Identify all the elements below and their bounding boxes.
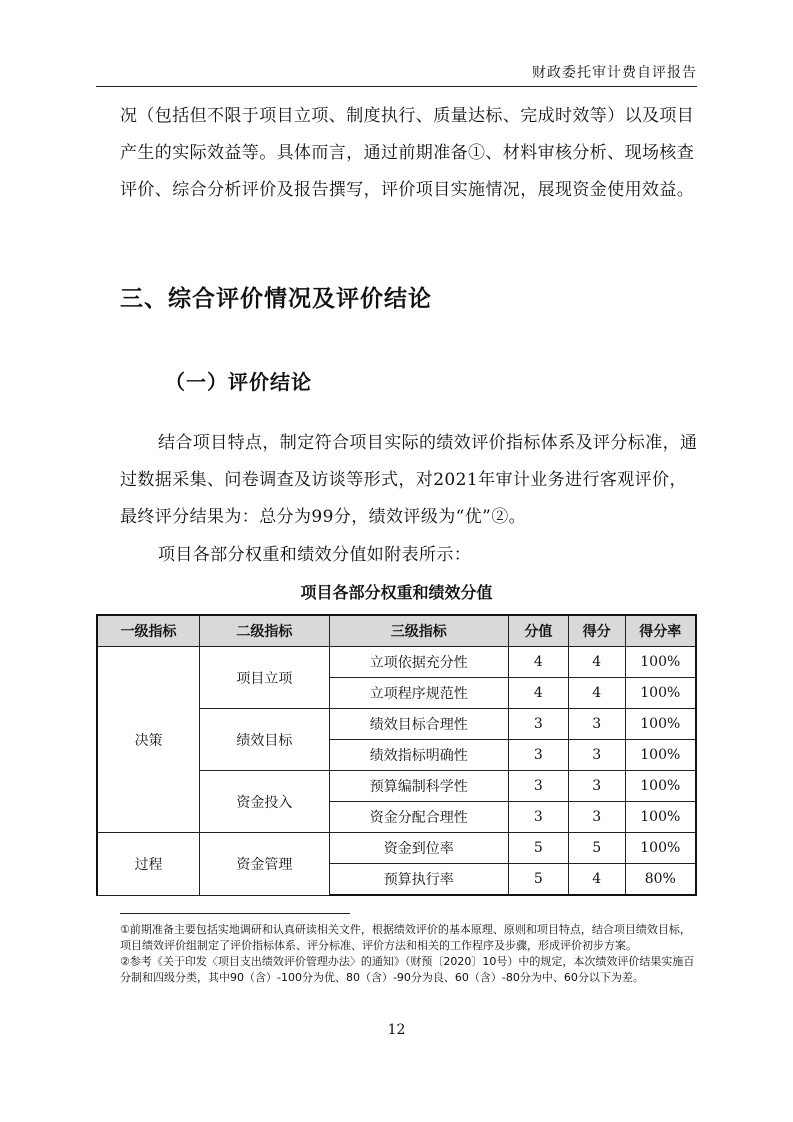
footnote-rule <box>120 913 350 914</box>
column-header: 分值 <box>508 615 568 647</box>
value-cell: 3 <box>508 709 568 740</box>
rate-cell: 100% <box>625 647 696 678</box>
page-number: 12 <box>387 1022 406 1038</box>
value-cell: 3 <box>508 771 568 802</box>
level2-cell: 绩效目标 <box>200 709 330 771</box>
rate-cell: 100% <box>625 833 696 864</box>
level2-cell: 资金投入 <box>200 771 330 833</box>
column-header: 得分率 <box>625 615 696 647</box>
table-row <box>97 833 696 864</box>
score-table <box>96 614 697 896</box>
column-header: 得分 <box>568 615 625 647</box>
value-cell: 5 <box>508 833 568 864</box>
level3-cell: 立项程序规范性 <box>329 678 508 709</box>
table-title: 项目各部分权重和绩效分值 <box>300 583 493 602</box>
footnote-1: ①前期准备主要包括实地调研和认真研读相关文件，根据绩效评价的基本原理、原则和项目特点，结合项目绩效目标，项目绩效评价组制定了评价指标体系、评分标准、评价方法和相关的工作程序及步骤，形成评价初步方案。 <box>120 923 691 952</box>
rate-cell: 100% <box>625 771 696 802</box>
rate-cell: 100% <box>625 802 696 833</box>
level3-cell: 立项依据充分性 <box>329 647 508 678</box>
column-header: 二级指标 <box>200 615 330 647</box>
score-cell: 3 <box>568 740 625 771</box>
rate-cell: 100% <box>625 709 696 740</box>
body-paragraph-1: 况（包括但不限于项目立项、制度执行、质量达标、完成时效等）以及项目产生的实际效益等。具体而言，通过前期准备①、材料审核分析、现场核查评价、综合分析评价及报告撰写，评价项目实施情况，展现资金使用效益。 <box>120 106 695 200</box>
header-rule <box>96 86 697 87</box>
section-heading: 三、综合评价情况及评价结论 <box>120 286 432 312</box>
rate-cell: 80% <box>625 864 696 896</box>
subsection-heading: （一）评价结论 <box>165 370 312 394</box>
level1-cell: 决策 <box>97 647 200 833</box>
rate-cell: 100% <box>625 740 696 771</box>
score-cell: 5 <box>568 833 625 864</box>
body-paragraph-3: 项目各部分权重和绩效分值如附表所示： <box>158 545 472 565</box>
score-cell: 4 <box>568 678 625 709</box>
level3-cell: 预算执行率 <box>329 864 508 896</box>
column-header: 三级指标 <box>329 615 508 647</box>
score-cell: 3 <box>568 771 625 802</box>
score-cell: 4 <box>568 647 625 678</box>
value-cell: 4 <box>508 647 568 678</box>
level2-cell: 资金管理 <box>200 833 330 896</box>
value-cell: 5 <box>508 864 568 896</box>
level3-cell: 绩效目标合理性 <box>329 709 508 740</box>
value-cell: 3 <box>508 740 568 771</box>
footnote-2: ②参考《关于印发〈项目支出绩效评价管理办法〉的通知》（财预〔2020〕10号）中的规定，本次绩效评价结果实施百分制和四级分类，其中90（含）-100分为优、80（含）-90分为良、60（含）-80分为中、60分以下为差。 <box>120 955 695 984</box>
score-cell: 4 <box>568 864 625 896</box>
footnotes <box>120 922 700 986</box>
value-cell: 4 <box>508 678 568 709</box>
running-header: 财政委托审计费自评报告 <box>532 65 697 81</box>
level3-cell: 资金到位率 <box>329 833 508 864</box>
level3-cell: 资金分配合理性 <box>329 802 508 833</box>
level3-cell: 绩效指标明确性 <box>329 740 508 771</box>
table-row <box>97 647 696 678</box>
score-cell: 3 <box>568 709 625 740</box>
score-cell: 3 <box>568 802 625 833</box>
table-header-row <box>97 615 696 647</box>
rate-cell: 100% <box>625 678 696 709</box>
column-header: 一级指标 <box>97 615 200 647</box>
level3-cell: 预算编制科学性 <box>329 771 508 802</box>
value-cell: 3 <box>508 802 568 833</box>
body-paragraph-2: 结合项目特点，制定符合项目实际的绩效评价指标体系及评分标准，通过数据采集、问卷调查及访谈等形式，对2021年审计业务进行客观评价，最终评分结果为：总分为99分，绩效评级为“优”②。 <box>120 433 698 527</box>
level1-cell: 过程 <box>97 833 200 896</box>
level2-cell: 项目立项 <box>200 647 330 709</box>
